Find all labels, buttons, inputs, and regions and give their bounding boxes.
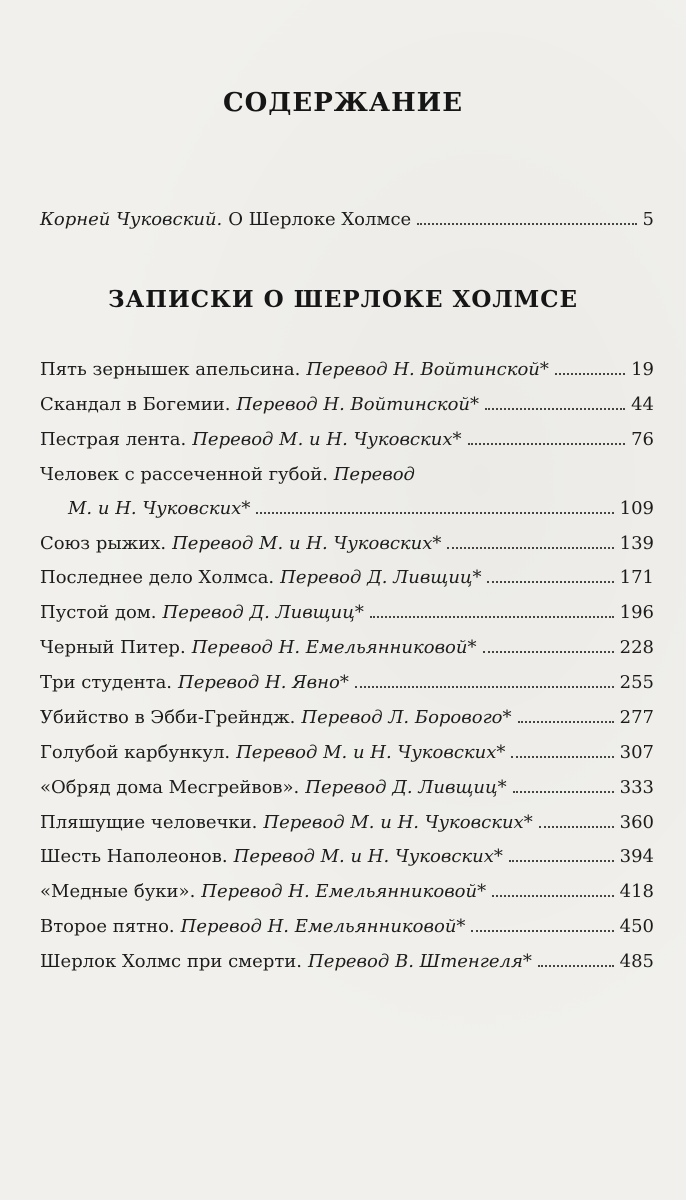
entry-page: 44	[631, 394, 654, 415]
entry-page: 360	[619, 812, 654, 833]
toc-entry	[40, 915, 654, 939]
entry-translator: Перевод Д. Ливщиц*	[305, 777, 507, 798]
entry-title: Второе пятно.	[40, 916, 175, 937]
toc-entry	[40, 532, 654, 556]
entry-translator-cont: М. и Н. Чуковских*	[68, 498, 251, 519]
entry-title: Три студента.	[40, 672, 173, 693]
entry-page: 277	[619, 707, 654, 728]
entry-translator: Перевод Н. Войтинской*	[236, 394, 479, 415]
entry-title: «Медные буки».	[40, 881, 196, 902]
entry-translator: Перевод Н. Емельянниковой*	[201, 881, 487, 902]
dot-leader	[555, 373, 625, 375]
toc-entry	[40, 636, 654, 660]
toc-entry	[40, 428, 654, 452]
toc-entry	[40, 741, 654, 765]
contents-heading: СОДЕРЖАНИЕ	[222, 88, 464, 118]
toc-entry	[40, 671, 654, 695]
intro-title: О Шерлоке Холмсе	[228, 209, 412, 230]
entry-translator: Перевод Н. Войтинской*	[306, 359, 549, 380]
entry-page: 76	[631, 429, 654, 450]
dot-leader	[513, 791, 614, 793]
entry-page: 418	[619, 881, 654, 902]
entry-title: Пять зернышек апельсина.	[40, 359, 301, 380]
dot-leader	[256, 512, 613, 514]
entry-title: Пустой дом.	[40, 602, 157, 623]
dot-leader	[468, 443, 626, 445]
entry-title: Скандал в Богемии.	[40, 394, 231, 415]
dot-leader	[511, 756, 613, 758]
dot-leader	[471, 930, 613, 932]
entry-page: 139	[619, 533, 654, 554]
entry-translator: Перевод Н. Емельянниковой*	[191, 637, 477, 658]
toc-entry	[40, 393, 654, 417]
entry-title: Последнее дело Холмса.	[40, 567, 275, 588]
entry-title: Черный Питер.	[40, 637, 186, 658]
entry-translator: Перевод М. и Н. Чуковских*	[233, 846, 503, 867]
entry-page: 109	[619, 498, 654, 519]
entry-title: «Обряд дома Месгрейвов».	[40, 777, 300, 798]
intro-author: Корней Чуковский.	[40, 209, 223, 230]
entry-title: Пляшущие человечки.	[40, 812, 258, 833]
dot-leader	[447, 547, 613, 549]
entry-title: Человек с рассеченной губой.	[40, 464, 328, 485]
entry-translator: Перевод Н. Емельянниковой*	[180, 916, 466, 937]
entry-page: 171	[619, 567, 654, 588]
entry-translator: Перевод	[333, 464, 415, 485]
dot-leader	[355, 686, 614, 688]
entry-page: 307	[619, 742, 654, 763]
entry-page: 255	[619, 672, 654, 693]
toc-entry	[40, 601, 654, 625]
entry-title: Голубой карбункул.	[40, 742, 231, 763]
entry-translator: Перевод М. и Н. Чуковских*	[172, 533, 442, 554]
toc-entry	[40, 845, 654, 869]
entry-translator: Перевод М. и Н. Чуковских*	[192, 429, 462, 450]
dot-leader	[518, 721, 614, 723]
dot-leader	[417, 223, 636, 225]
toc-entry-line2	[68, 497, 654, 521]
entry-title: Шесть Наполеонов.	[40, 846, 228, 867]
toc-entry	[40, 776, 654, 800]
entry-page: 394	[619, 846, 654, 867]
intro-page: 5	[642, 209, 654, 230]
toc-entry	[40, 880, 654, 904]
entry-translator: Перевод В. Штенгеля*	[308, 951, 532, 972]
toc-entry-intro	[40, 208, 654, 232]
entry-page: 228	[619, 637, 654, 658]
dot-leader	[485, 408, 625, 410]
toc-entry-line1	[40, 463, 654, 487]
dot-leader	[487, 581, 613, 583]
entry-page: 450	[619, 916, 654, 937]
toc-entry	[40, 811, 654, 835]
entry-translator: Перевод Д. Ливщиц*	[162, 602, 364, 623]
toc-entry	[40, 358, 654, 382]
section-heading: ЗАПИСКИ О ШЕРЛОКЕ ХОЛМСЕ	[107, 286, 579, 313]
entry-page: 485	[619, 951, 654, 972]
dot-leader	[509, 860, 614, 862]
entry-title: Шерлок Холмс при смерти.	[40, 951, 303, 972]
dot-leader	[492, 895, 614, 897]
entry-translator: Перевод Н. Явно*	[178, 672, 349, 693]
toc-entry	[40, 566, 654, 590]
entry-translator: Перевод М. и Н. Чуковских*	[263, 812, 533, 833]
dot-leader	[539, 826, 614, 828]
entry-title: Убийство в Эбби-Грейндж.	[40, 707, 296, 728]
dot-leader	[483, 651, 614, 653]
entry-translator: Перевод Д. Ливщиц*	[280, 567, 482, 588]
dot-leader	[538, 965, 614, 967]
entry-translator: Перевод М. и Н. Чуковских*	[236, 742, 506, 763]
entry-page: 196	[619, 602, 654, 623]
dot-leader	[370, 616, 614, 618]
toc-entry	[40, 706, 654, 730]
entry-translator: Перевод Л. Борового*	[301, 707, 512, 728]
entry-page: 19	[631, 359, 654, 380]
entry-title: Пестрая лента.	[40, 429, 187, 450]
entry-title: Союз рыжих.	[40, 533, 167, 554]
toc-entry	[40, 950, 654, 974]
entry-page: 333	[619, 777, 654, 798]
